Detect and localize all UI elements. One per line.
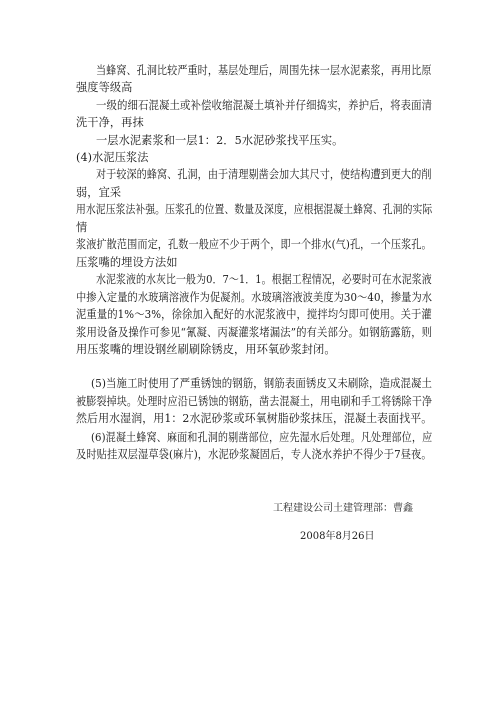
text-line: 洗干净，再抹 — [76, 116, 144, 129]
text-line: 一级的细石混凝土或补偿收缩混凝土填补并仔细捣实，养护后，将表面清 — [96, 99, 433, 112]
text-line: 压浆嘴的埋设方法如 — [76, 256, 178, 269]
text-line: 强度等级高 — [76, 81, 133, 94]
text-line: 浆液扩散范围而定，孔数一般应不少于两个，即一个排水(气)孔，一个压浆孔。 — [76, 238, 432, 251]
text-line: 用水泥压浆法补强。压浆孔的位置、数量及深度，应根据混凝土蜂窝、孔洞的实际 — [76, 203, 433, 216]
text-line: 用压浆嘴的埋设钢丝刷刷除锈皮，用环氧砂浆封闭。 — [76, 343, 336, 356]
text-line: (5)当施工时使用了严重锈蚀的钢筋，钢筋表面锈皮又未刷除，造成混凝土 — [91, 377, 433, 390]
text-line: 及时贴挂双层湿草袋(麻片)，水泥砂浆凝固后，专人浇水养护不得少于7昼夜。 — [76, 448, 432, 461]
section-heading: (4)水泥压浆法 — [76, 151, 149, 164]
text-line: 弱，宜采 — [76, 186, 122, 199]
text-line: 浆用设备及操作可参见“氰凝、丙凝灌浆堵漏法”的有关部分。如钢筋露筋，则 — [76, 326, 433, 339]
text-line: 中掺入定量的水玻璃溶液作为促凝剂。水玻璃溶液波美度为30～40，掺量为水 — [76, 291, 433, 304]
text-line: 对于较深的蜂窝、孔洞，由于清理剔凿会加大其尺寸，使结构遭到更大的削 — [96, 168, 432, 181]
date: 2008年8月26日 — [300, 531, 375, 542]
text-line: 一层水泥素浆和一层1：2．5水泥砂浆找平压实。 — [96, 134, 344, 147]
text-line: 水泥浆液的水灰比一般为0．7～1．1。根据工程情况，必要时可在水泥浆液 — [96, 273, 432, 286]
text-line: 情 — [76, 221, 88, 234]
text-line: 当蜂窝、孔洞比较严重时，基层处理后，周围先抹一层水泥素浆，再用比原 — [96, 64, 432, 77]
text-line: 然后用水湿润，用1：2水泥砂浆或环氧树脂砂浆抹压，混凝土表面找平。 — [76, 412, 433, 425]
text-line: (6)混凝土蜂窝、麻面和孔洞的剔凿部位，应先湿水后处理。凡处理部位，应 — [91, 431, 433, 444]
signature: 工程建设公司土建管理部：曹鑫 — [273, 503, 413, 514]
text-line: 泥重量的1%～3%，徐徐加入配好的水泥浆液中，搅拌均匀即可使用。关于灌 — [76, 308, 432, 321]
text-line: 被膨裂掉块。处理时应沿已锈蚀的钢筋，凿去混凝土，用电刷和手工将锈除干净 — [76, 395, 433, 408]
